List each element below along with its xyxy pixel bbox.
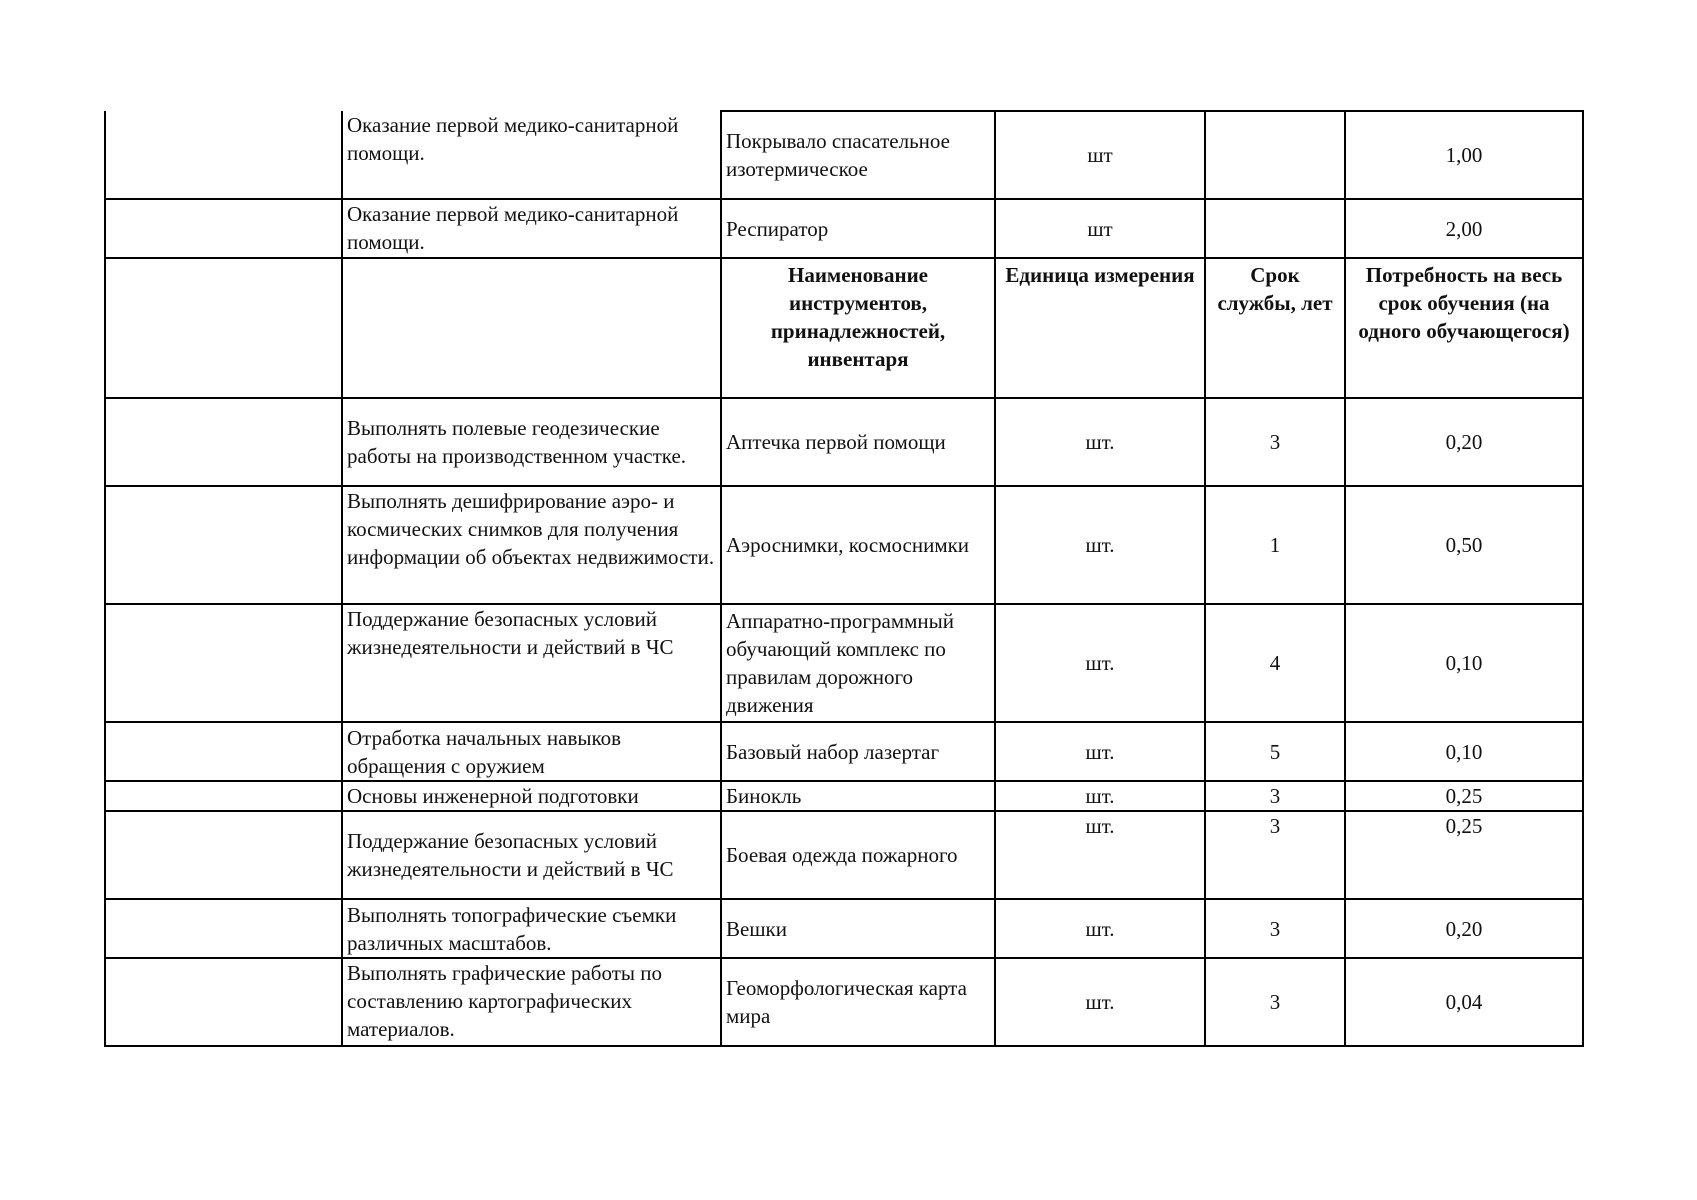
equipment-table	[104, 110, 1584, 1047]
header-unit: Единица измерения	[995, 258, 1205, 398]
term-cell	[1205, 199, 1345, 258]
unit-cell: шт.	[995, 486, 1205, 604]
activity-cell: Выполнять полевые геодезические работы на производственном участке.	[342, 398, 721, 486]
need-cell: 0,04	[1345, 958, 1583, 1046]
table-row	[105, 604, 1583, 722]
table-row	[105, 486, 1583, 604]
table-row	[105, 722, 1583, 781]
unit-cell: шт	[995, 111, 1205, 199]
term-cell: 3	[1205, 958, 1345, 1046]
item-cell: Аптечка первой помощи	[721, 398, 995, 486]
unit-cell: шт	[995, 199, 1205, 258]
unit-cell: шт.	[995, 811, 1205, 899]
empty-cell	[105, 781, 342, 811]
term-cell: 3	[1205, 781, 1345, 811]
unit-cell: шт.	[995, 958, 1205, 1046]
activity-cell: Оказание первой медико-санитарной помощи.	[342, 199, 721, 258]
item-cell: Геоморфологическая карта мира	[721, 958, 995, 1046]
activity-cell: Выполнять дешифрирование аэро- и космических снимков для получения информации об объектах недвижимости.	[342, 486, 721, 604]
header-need: Потребность на весь срок обучения (на одного обучающегося)	[1345, 258, 1583, 398]
item-cell: Вешки	[721, 899, 995, 958]
need-cell: 0,50	[1345, 486, 1583, 604]
activity-cell: Поддержание безопасных условий жизнедеятельности и действий в ЧС	[342, 811, 721, 899]
empty-cell	[105, 398, 342, 486]
table-header-row	[105, 258, 1583, 398]
item-cell: Аэроснимки, космоснимки	[721, 486, 995, 604]
activity-cell: Основы инженерной подготовки	[342, 781, 721, 811]
activity-cell: Выполнять графические работы по составлению картографических материалов.	[342, 958, 721, 1046]
table-row	[105, 398, 1583, 486]
table-row	[105, 199, 1583, 258]
term-cell: 4	[1205, 604, 1345, 722]
empty-cell	[105, 899, 342, 958]
need-cell: 0,10	[1345, 722, 1583, 781]
empty-cell	[105, 811, 342, 899]
item-cell: Респиратор	[721, 199, 995, 258]
empty-cell	[105, 258, 342, 398]
term-cell	[1205, 111, 1345, 199]
term-cell: 3	[1205, 899, 1345, 958]
empty-cell	[105, 486, 342, 604]
need-cell: 2,00	[1345, 199, 1583, 258]
term-cell: 3	[1205, 811, 1345, 899]
table-row	[105, 899, 1583, 958]
table-row	[105, 811, 1583, 899]
term-cell: 5	[1205, 722, 1345, 781]
empty-cell	[105, 111, 342, 199]
table-row	[105, 781, 1583, 811]
need-cell: 1,00	[1345, 111, 1583, 199]
need-cell: 0,20	[1345, 899, 1583, 958]
empty-cell	[105, 199, 342, 258]
header-term: Срок службы, лет	[1205, 258, 1345, 398]
item-cell: Бинокль	[721, 781, 995, 811]
unit-cell: шт.	[995, 899, 1205, 958]
term-cell: 3	[1205, 398, 1345, 486]
item-cell: Базовый набор лазертаг	[721, 722, 995, 781]
term-cell: 1	[1205, 486, 1345, 604]
empty-cell	[105, 722, 342, 781]
need-cell: 0,25	[1345, 811, 1583, 899]
activity-cell: Выполнять топографические съемки различных масштабов.	[342, 899, 721, 958]
unit-cell: шт.	[995, 398, 1205, 486]
activity-cell: Оказание первой медико-санитарной помощи.	[342, 111, 721, 199]
activity-cell: Поддержание безопасных условий жизнедеятельности и действий в ЧС	[342, 604, 721, 722]
activity-cell: Отработка начальных навыков обращения с оружием	[342, 722, 721, 781]
need-cell: 0,20	[1345, 398, 1583, 486]
table-row	[105, 958, 1583, 1046]
need-cell: 0,25	[1345, 781, 1583, 811]
unit-cell: шт.	[995, 604, 1205, 722]
item-cell: Аппаратно-программный обучающий комплекс по правилам дорожного движения	[721, 604, 995, 722]
empty-cell	[342, 258, 721, 398]
unit-cell: шт.	[995, 781, 1205, 811]
header-name: Наименование инструментов, принадлежностей, инвентаря	[721, 258, 995, 398]
unit-cell: шт.	[995, 722, 1205, 781]
item-cell: Покрывало спасательное изотермическое	[721, 111, 995, 199]
empty-cell	[105, 604, 342, 722]
item-cell: Боевая одежда пожарного	[721, 811, 995, 899]
empty-cell	[105, 958, 342, 1046]
need-cell: 0,10	[1345, 604, 1583, 722]
table-row	[105, 111, 1583, 199]
